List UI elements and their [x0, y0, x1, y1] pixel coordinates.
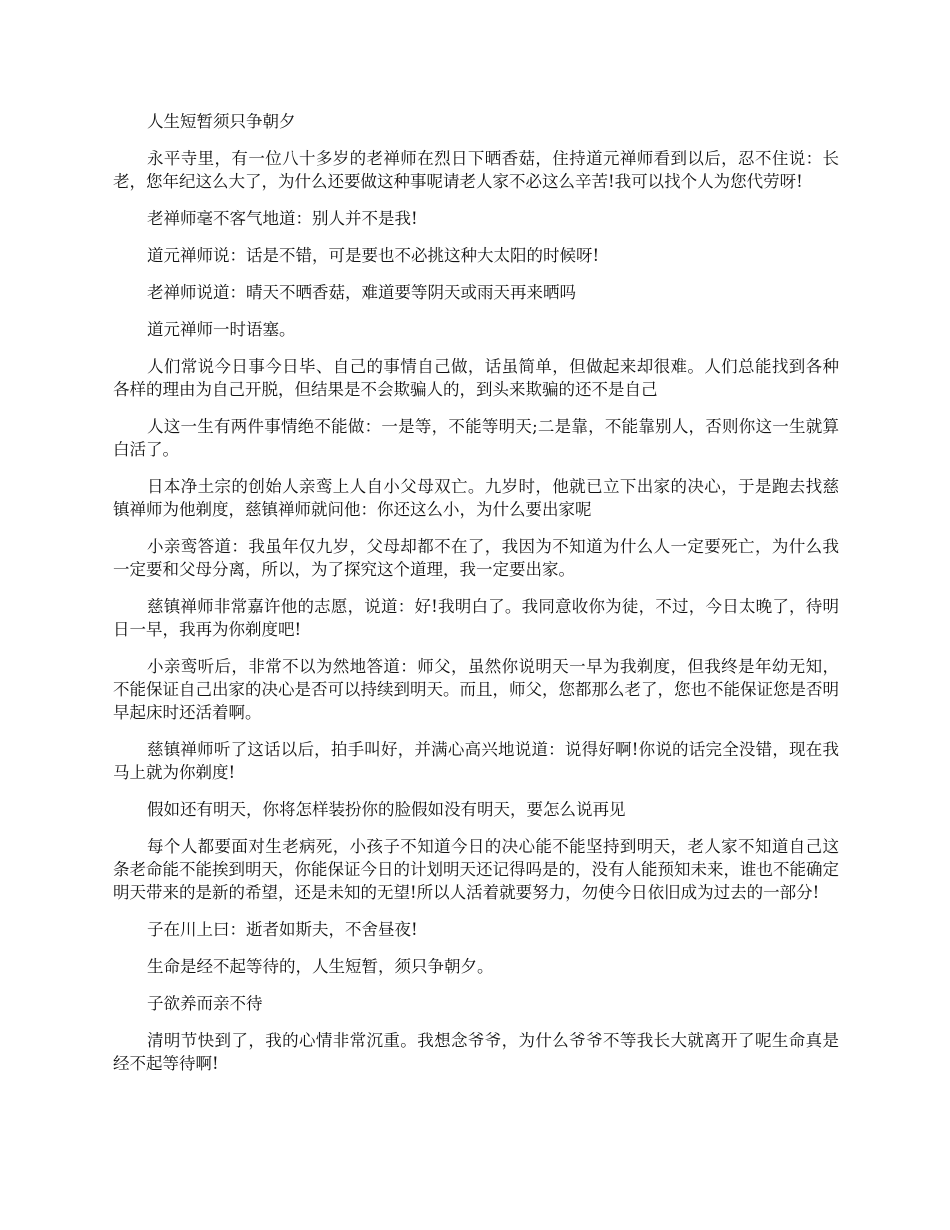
paragraph: 永平寺里，有一位八十多岁的老禅师在烈日下晒香菇，住持道元禅师看到以后，忍不住说：长老，您年纪这么大了，为什么还要做这种事呢请老人家不必这么辛苦!我可以找个人为您代劳呀!: [113, 149, 839, 191]
document-body: [113, 110, 839, 1089]
paragraph: 小亲鸾听后，非常不以为然地答道：师父，虽然你说明天一早为我剃度，但我终是年幼无知，不能保证自己出家的决心是否可以持续到明天。而且，师父，您都那么老了，您也不能保证您是否明早起床时还活着啊。: [113, 657, 839, 722]
paragraph: 老禅师毫不客气地道：别人并不是我!: [147, 209, 418, 228]
paragraph: 子在川上曰：逝者如斯夫，不舍昼夜!: [147, 920, 418, 939]
paragraph: 老禅师说道：晴天不晒香菇，难道要等阴天或雨天再来晒吗: [147, 283, 576, 302]
paragraph: 道元禅师说：话是不错，可是要也不必挑这种大太阳的时候呀!: [147, 246, 600, 265]
paragraph: 日本净土宗的创始人亲鸾上人自小父母双亡。九岁时，他就已立下出家的决心，于是跑去找慈镇禅师为他剃度，慈镇禅师就问他：你还这么小，为什么要出家呢: [113, 477, 839, 519]
paragraph: 假如还有明天，你将怎样装扮你的脸假如没有明天，要怎么说再见: [147, 800, 626, 819]
paragraph: 人这一生有两件事情绝不能做：一是等，不能等明天;二是靠，不能靠别人，否则你这一生就算白活了。: [113, 417, 839, 459]
paragraph: 清明节快到了，我的心情非常沉重。我想念爷爷，为什么爷爷不等我长大就离开了呢生命真是经不起等待啊!: [113, 1031, 839, 1073]
paragraph: 道元禅师一时语塞。: [147, 320, 296, 339]
paragraph: 慈镇禅师非常嘉许他的志愿，说道：好!我明白了。我同意收你为徒，不过，今日太晚了，待明日一早，我再为你剃度吧!: [113, 597, 839, 639]
paragraph: 每个人都要面对生老病死，小孩子不知道今日的决心能不能坚持到明天，老人家不知道自己这条老命能不能挨到明天，你能保证今日的计划明天还记得吗是的，没有人能预知未来，谁也不能确定明天带来的是新的希望，还是未知的无望!所以人活着就要努力，勿使今日依旧成为过去的一部分!: [113, 837, 839, 902]
section-heading: 子欲养而亲不待: [147, 994, 263, 1013]
paragraph: 生命是经不起等待的，人生短暂，须只争朝夕。: [147, 957, 494, 976]
paragraph: 小亲鸾答道：我虽年仅九岁，父母却都不在了，我因为不知道为什么人一定要死亡，为什么我一定要和父母分离，所以，为了探究这个道理，我一定要出家。: [113, 537, 839, 579]
document-title: 人生短暂须只争朝夕: [147, 112, 296, 131]
paragraph: 慈镇禅师听了这话以后，拍手叫好，并满心高兴地说道：说得好啊!你说的话完全没错，现在我马上就为你剃度!: [113, 740, 839, 782]
paragraph: 人们常说今日事今日毕、自己的事情自己做，话虽简单，但做起来却很难。人们总能找到各种各样的理由为自己开脱，但结果是不会欺骗人的，到头来欺骗的还不是自己: [113, 357, 839, 399]
